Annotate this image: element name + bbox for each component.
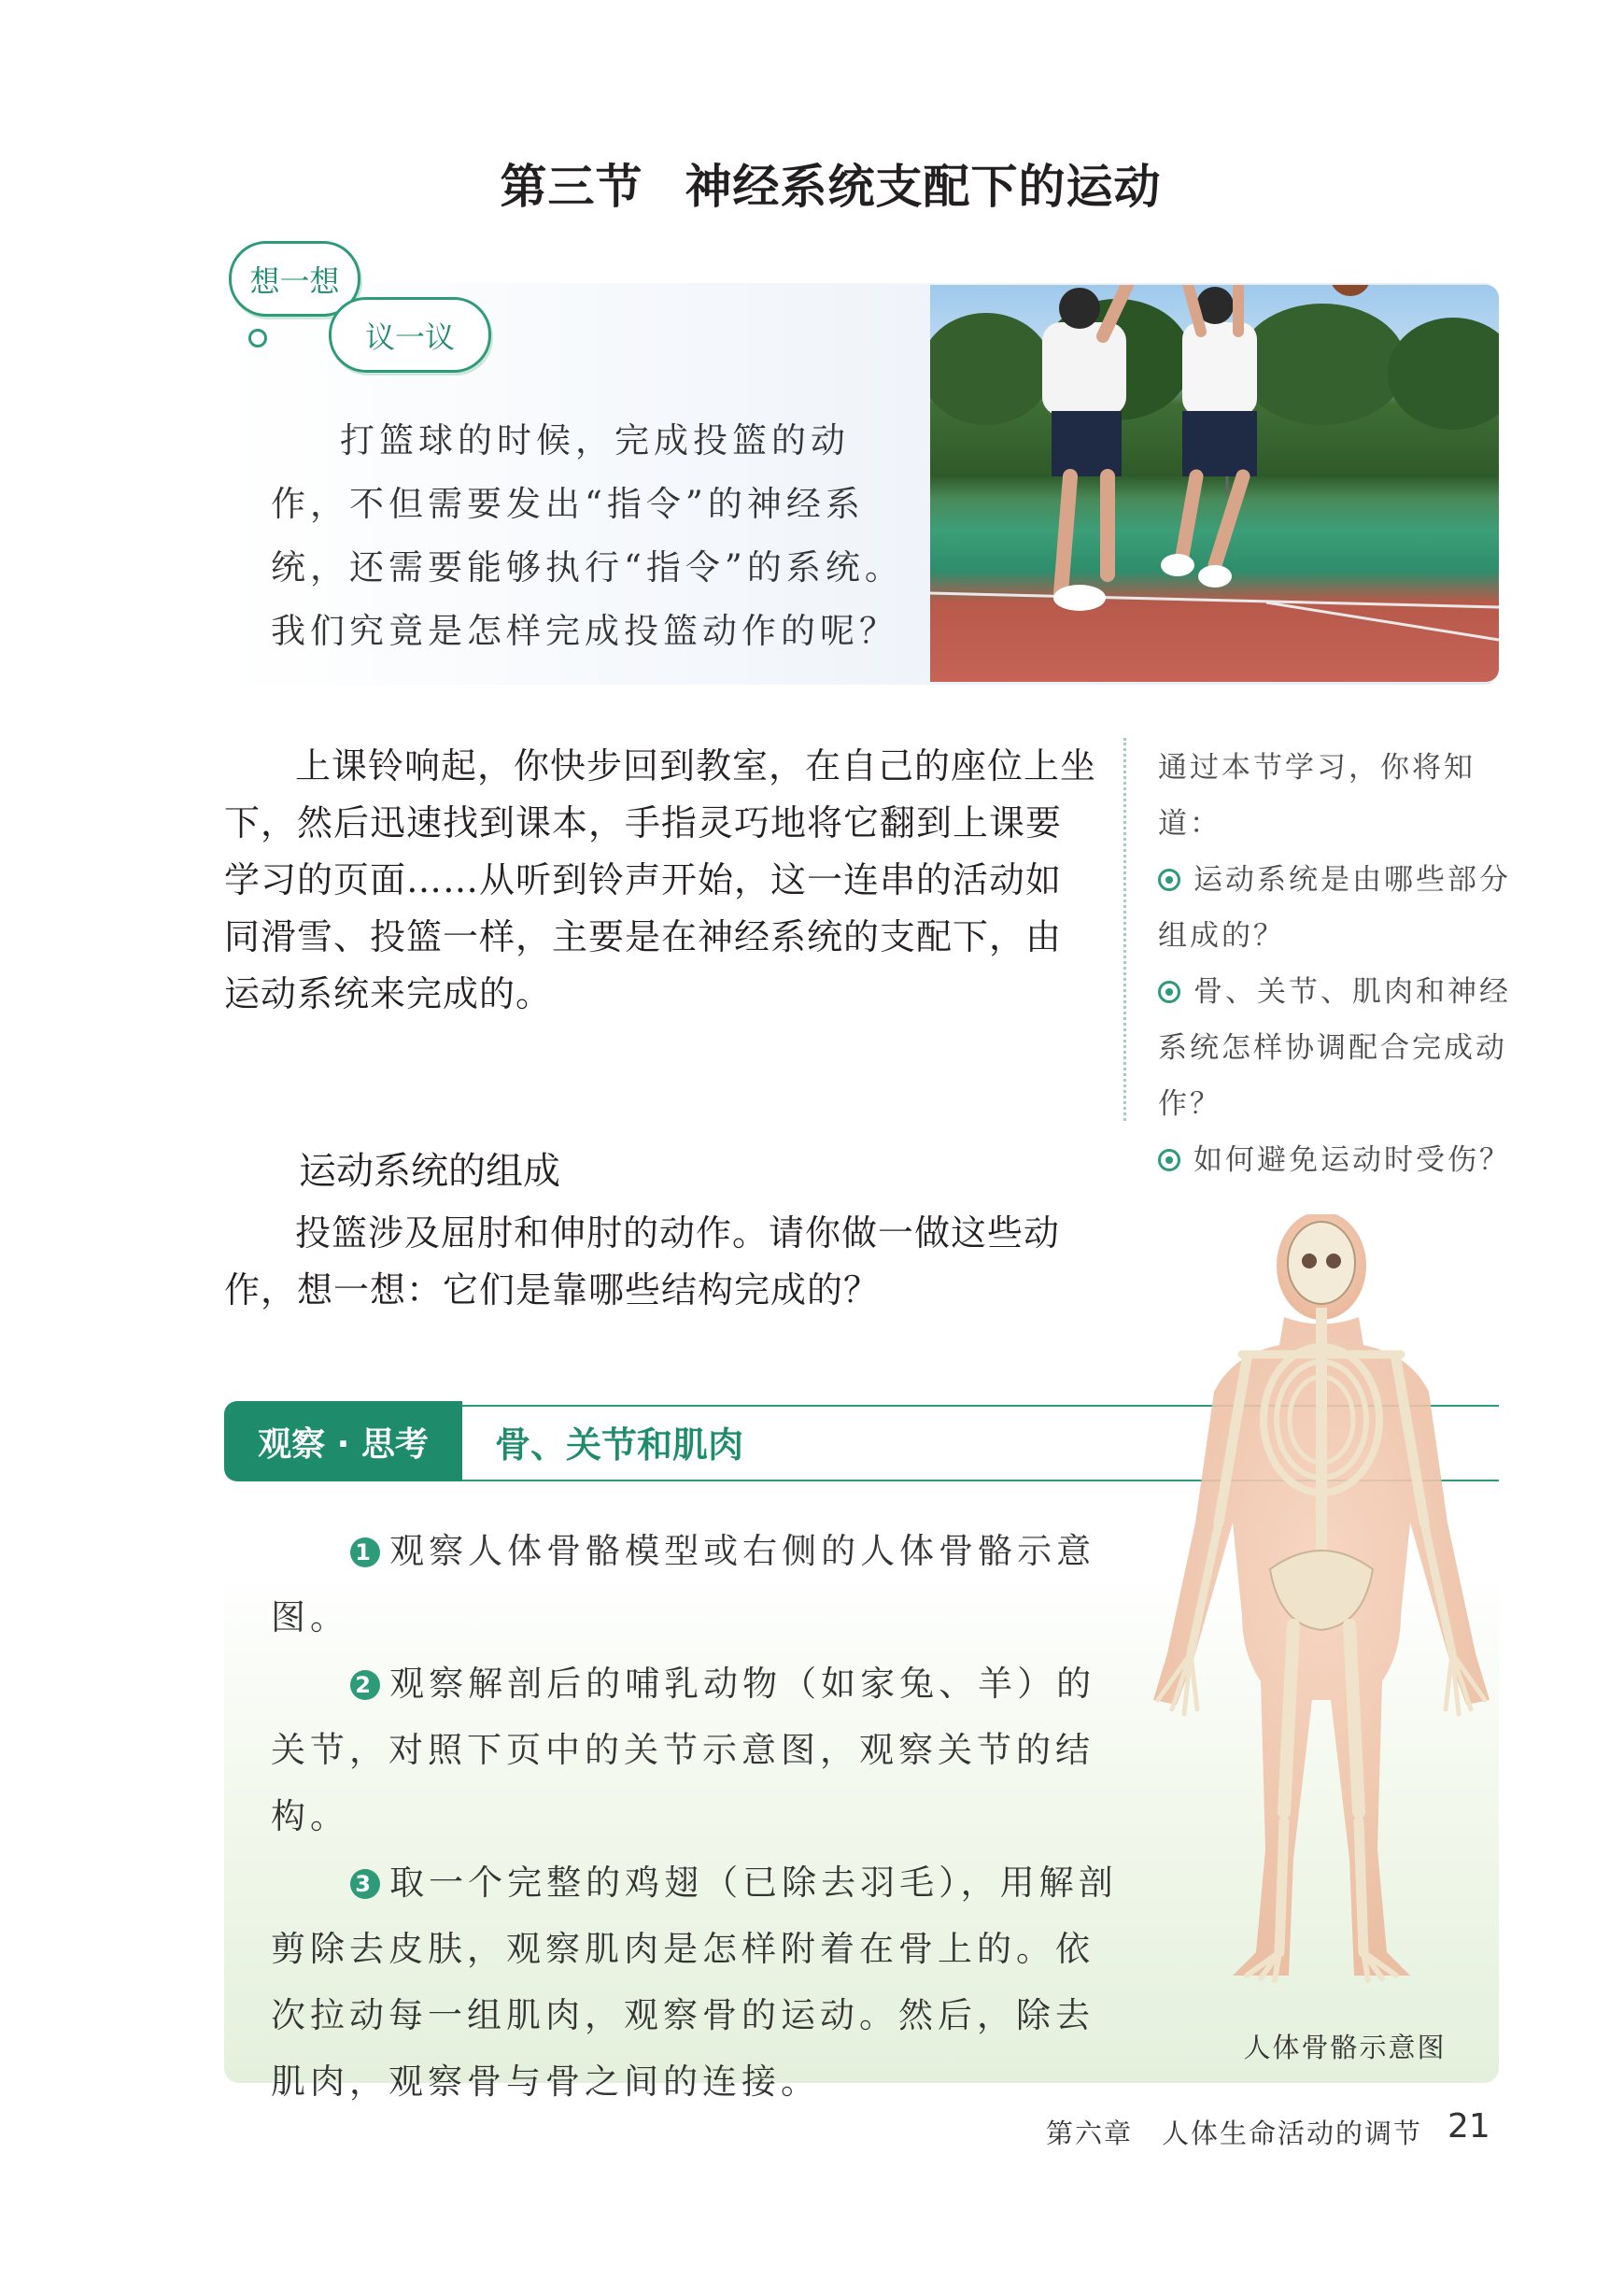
section-text: 投篮涉及屈肘和伸肘的动作。请你做一做这些动作，想一想：它们是靠哪些结构完成的？: [224, 1212, 1061, 1310]
objective-text: 运动系统是由哪些部分组成的？: [1158, 863, 1511, 953]
bullet-icon: [1158, 1149, 1180, 1171]
footer-chapter: 第六章 人体生命活动的调节: [1046, 2118, 1423, 2149]
observation-step: [271, 1849, 1130, 2115]
think-line: 作，不但需要发出“指令”的神经系: [271, 484, 865, 524]
objective-item: [1158, 964, 1513, 1132]
think-line: 打篮球的时候，完成投篮的动: [340, 420, 850, 460]
think-paragraph: [271, 409, 906, 663]
section-heading: 运动系统的组成: [299, 1150, 560, 1193]
think-line: 统，还需要能够执行“指令”的系统。: [271, 547, 904, 588]
intro-text: 上课铃响起，你快步回到教室，在自己的座位上坐下，然后迅速找到课本，手指灵巧地将它翻到上课要学习的页面……从听到铃声开始，这一连串的活动如同滑雪、投篮一样，主要是在神经系统的支配下，由运动系统来完成的。: [224, 745, 1097, 1014]
observation-steps: [271, 1518, 1130, 2115]
step-number-icon: 1: [350, 1537, 380, 1567]
objective-item: [1158, 1132, 1513, 1188]
step-text: 观察解剖后的哺乳动物（如家兔、羊）的关节，对照下页中的关节示意图，观察关节的结构。: [271, 1664, 1096, 1836]
intro-paragraph: [224, 738, 1097, 1023]
step-number-icon: 3: [350, 1869, 380, 1899]
figure-caption: 人体骨骼示意图: [1243, 2032, 1447, 2063]
thought-bubble-icon: [248, 329, 267, 347]
step-text: 取一个完整的鸡翅（已除去羽毛），用解剖剪除去皮肤，观察肌肉是怎样附着在骨上的。依次拉动每一组肌肉，观察骨的运动。然后，除去肌肉，观察骨与骨之间的连接。: [271, 1863, 1118, 2102]
bullet-icon: [1158, 869, 1180, 891]
observation-tag: 观察 · 思考: [224, 1401, 462, 1481]
discuss-cloud: 议一议: [329, 297, 491, 373]
step-text: 观察人体骨骼模型或右侧的人体骨骼示意图。: [271, 1531, 1096, 1637]
observation-title: 骨、关节和肌肉: [495, 1424, 744, 1466]
objective-text: 骨、关节、肌肉和神经系统怎样协调配合完成动作？: [1158, 975, 1511, 1121]
bullet-icon: [1158, 981, 1180, 1003]
learning-objectives: [1158, 740, 1513, 1188]
page-title: [0, 149, 1624, 217]
objective-item: [1158, 852, 1513, 964]
observation-step: [271, 1650, 1130, 1849]
basketball-photo: [930, 285, 1499, 682]
objective-text: 如何避免运动时受伤？: [1193, 1143, 1511, 1177]
page-number: 21: [1447, 2107, 1490, 2146]
section-paragraph: [224, 1205, 1097, 1319]
human-skeleton-illustration: [1130, 1214, 1522, 2008]
basketball-players-illustration: [930, 285, 1499, 682]
section-title: 神经系统支配下的运动: [685, 160, 1162, 214]
step-number-icon: 2: [350, 1670, 380, 1700]
think-line: 我们究竟是怎样完成投篮动作的呢？: [271, 611, 898, 651]
think-cloud: 想一想: [229, 241, 360, 317]
skeleton-figure: [1130, 1214, 1522, 2008]
section-number: 第三节: [500, 160, 643, 214]
objectives-intro: 通过本节学习，你将知道：: [1158, 751, 1476, 841]
observation-step: [271, 1518, 1130, 1650]
side-divider: [1123, 738, 1126, 1121]
